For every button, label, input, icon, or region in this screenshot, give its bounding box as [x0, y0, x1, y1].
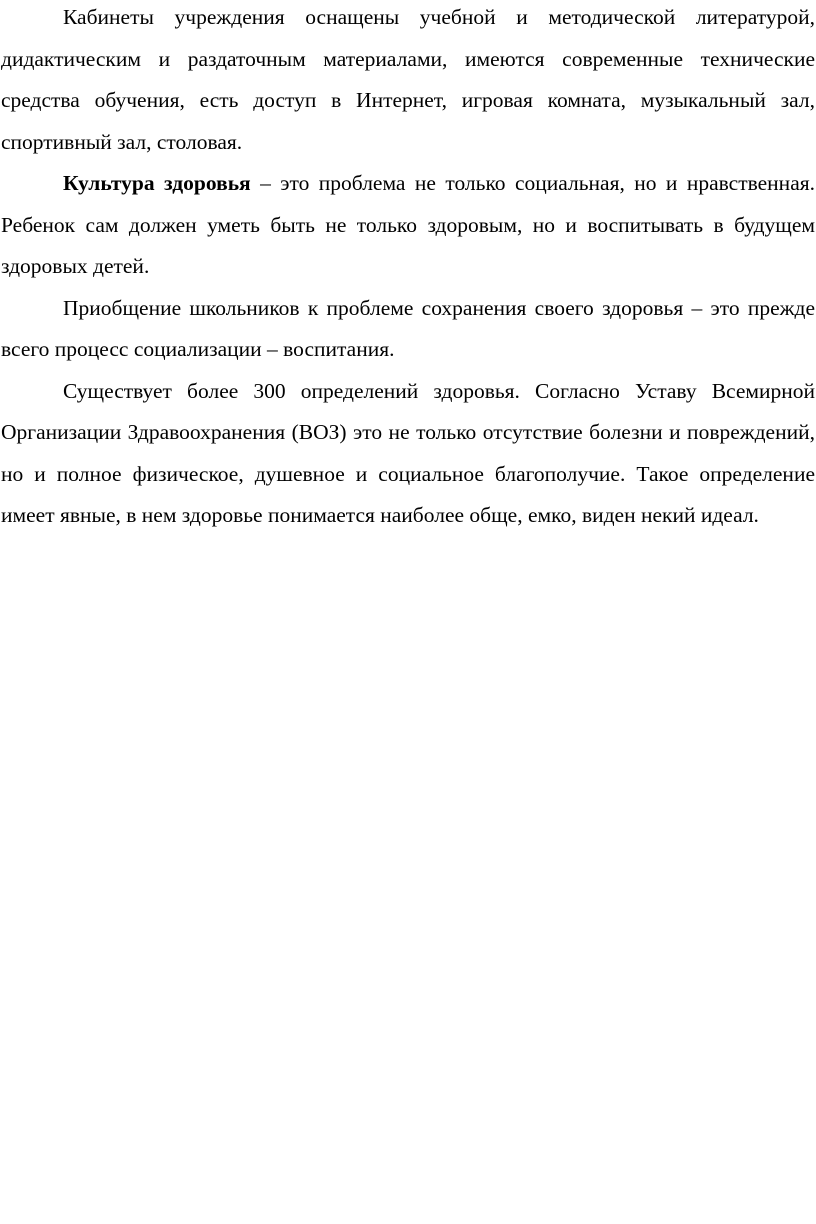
paragraph-socialization — [1, 288, 815, 371]
paragraph-text: Приобщение школьников к проблеме сохранения своего здоровья – это прежде всего процесс социализации – воспитания. — [1, 295, 815, 361]
bold-term: Культура здоровья — [63, 171, 251, 195]
paragraph-health-culture — [1, 163, 815, 288]
document-body — [1, 0, 815, 537]
paragraph-text: Существует более 300 определений здоровья. Согласно Уставу Всемирной Организации Здравоохранения (ВОЗ) это не только отсутствие болезни и повреждений, но и полное физическое, душевное и социальное благополучие. Такое определение имеет явные, в нем здоровье понимается наиболее обще, емко, виден некий идеал. — [1, 378, 815, 527]
paragraph-equipment — [1, 0, 815, 163]
paragraph-who-definition — [1, 371, 815, 537]
paragraph-text: – это проблема не только социальная, но и нравственная. Ребенок сам должен уметь быть не только здоровым, но и воспитывать в будущем здоровых детей. — [1, 171, 815, 278]
paragraph-text: Кабинеты учреждения оснащены учебной и методической литературой, дидактическим и раздаточным материалами, имеются современные технические средства обучения, есть доступ в Интернет, игровая комната, музыкальный зал, спортивный зал, столовая. — [1, 5, 815, 154]
